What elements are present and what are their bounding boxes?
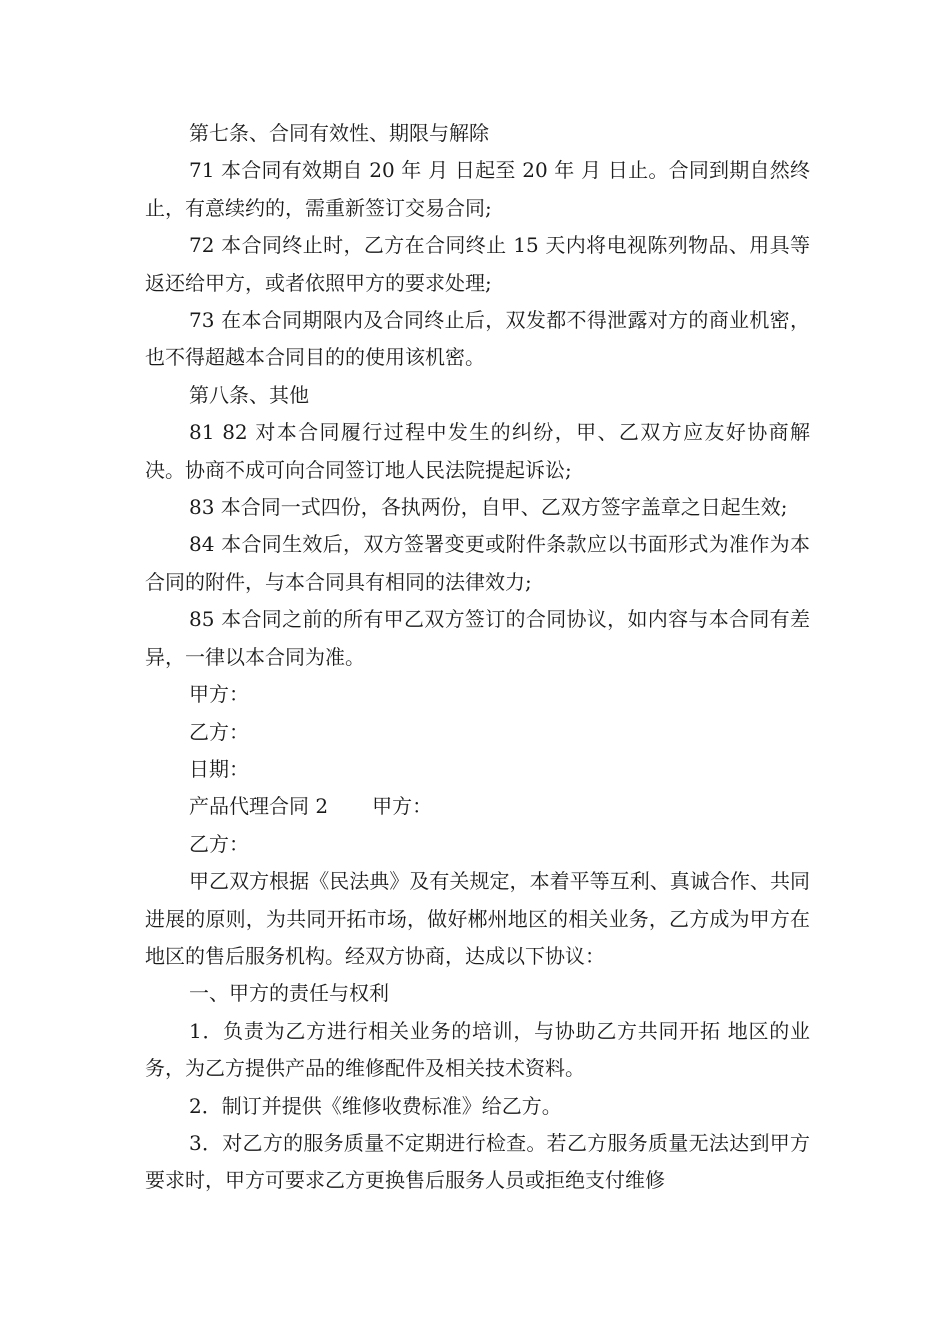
signature-party-a: 甲方：: [189, 682, 249, 707]
section-heading-party-a-duties: 一、甲方的责任与权利: [189, 981, 389, 1006]
contract-2-title: 产品代理合同 2: [189, 794, 329, 819]
contract-2-party-a: 甲方：: [372, 794, 433, 819]
duty-item-3: 3．对乙方的服务质量不定期进行检查。若乙方服务质量无法达到甲方要求时，甲方可要求乙方更换售后服务人员或拒绝支付维修: [145, 1130, 810, 1193]
contract-2-heading-line: [145, 788, 810, 825]
clause-71: 71 本合同有效期自 20 年 月 日起至 20 年 月 日止。合同到期自然终止，有意续约的，需重新签订交易合同;: [145, 158, 810, 220]
section-heading-7: 第七条、合同有效性、期限与解除: [189, 121, 489, 145]
duty-item-1: 1．负责为乙方进行相关业务的培训，与协助乙方共同开拓 地区的业务，为乙方提供产品的维修配件及相关技术资料。: [145, 1018, 810, 1081]
signature-date: 日期：: [189, 756, 249, 781]
clause-81-82: 81 82 对本合同履行过程中发生的纠纷，甲、乙双方应友好协商解决。协商不成可向合同签订地人民法院提起诉讼;: [145, 420, 810, 482]
signature-party-b: 乙方：: [189, 719, 249, 744]
clause-85: 85 本合同之前的所有甲乙双方签订的合同协议，如内容与本合同有差异，一律以本合同为准。: [145, 607, 810, 669]
duty-item-2: 2．制订并提供《维修收费标准》给乙方。: [189, 1093, 562, 1118]
clause-83: 83 本合同一式四份，各执两份，自甲、乙双方签字盖章之日起生效;: [189, 495, 788, 520]
section-heading-8: 第八条、其他: [189, 382, 309, 407]
clause-72: 72 本合同终止时，乙方在合同终止 15 天内将电视陈列物品、用具等返还给甲方，或者依照甲方的要求处理;: [145, 233, 810, 295]
contract-2-party-b: 乙方：: [189, 831, 249, 856]
clause-84: 84 本合同生效后，双方签署变更或附件条款应以书面形式为准作为本合同的附件，与本合同具有相同的法律效力;: [145, 532, 810, 594]
clause-73: 73 在本合同期限内及合同终止后，双发都不得泄露对方的商业机密，也不得超越本合同目的的使用该机密。: [145, 308, 810, 370]
contract-2-preamble: 甲乙双方根据《民法典》及有关规定，本着平等互利、真诚合作、共同进展的原则，为共同开拓市场，做好郴州地区的相关业务，乙方成为甲方在 地区的售后服务机构。经双方协商，达成以下协议：: [145, 869, 810, 968]
document-body: [145, 115, 810, 1200]
